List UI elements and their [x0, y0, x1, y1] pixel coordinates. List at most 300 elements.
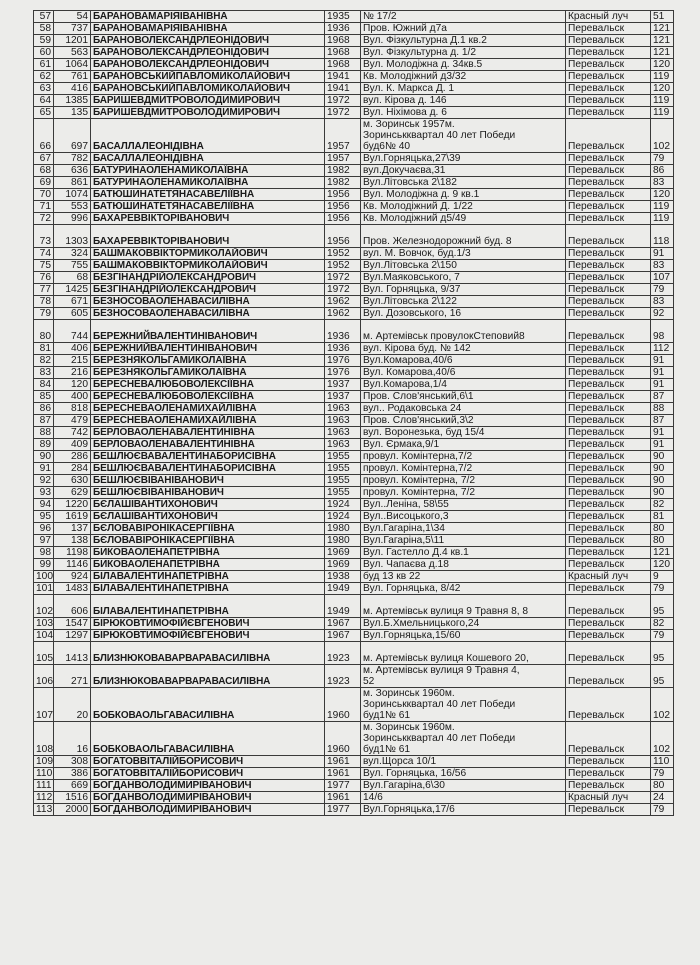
- table-row: [34, 35, 674, 47]
- birth-year-cell: 1949: [325, 595, 361, 618]
- table-row: [34, 213, 674, 225]
- record-id-cell: 1483: [54, 583, 91, 595]
- address-cell: вул. М. Вовчок, буд.1/3: [361, 248, 566, 260]
- birth-year-cell: 1963: [325, 403, 361, 415]
- full-name-cell: БАТЮШИНАТЕТЯНАСАВЕЛІЇВНА: [91, 189, 325, 201]
- city-cell: Перевальск: [566, 756, 651, 768]
- row-number-cell: 95: [34, 511, 54, 523]
- birth-year-cell: 1968: [325, 59, 361, 71]
- area-code-cell: 79: [651, 284, 674, 296]
- row-number-cell: 61: [34, 59, 54, 71]
- city-cell: Перевальск: [566, 83, 651, 95]
- birth-year-cell: 1967: [325, 630, 361, 642]
- birth-year-cell: 1960: [325, 688, 361, 722]
- birth-year-cell: 1941: [325, 83, 361, 95]
- full-name-cell: БЄЛАШІВАНТИХОНОВИЧ: [91, 511, 325, 523]
- address-cell: Пров. Слов'янський,6\1: [361, 391, 566, 403]
- record-id-cell: 215: [54, 355, 91, 367]
- birth-year-cell: 1957: [325, 153, 361, 165]
- full-name-cell: БАРАНОВОЛЕКСАНДРЛЕОНІДОВИЧ: [91, 59, 325, 71]
- city-cell: Перевальск: [566, 804, 651, 816]
- record-id-cell: 120: [54, 379, 91, 391]
- full-name-cell: БАСАЛЛАЛЕОНІДІВНА: [91, 119, 325, 153]
- birth-year-cell: 1972: [325, 284, 361, 296]
- row-number-cell: 81: [34, 343, 54, 355]
- table-row: [34, 119, 674, 153]
- address-cell: Вул. Горняцька, 16/56: [361, 768, 566, 780]
- table-row: [34, 415, 674, 427]
- table-row: [34, 284, 674, 296]
- area-code-cell: 102: [651, 722, 674, 756]
- table-row: [34, 535, 674, 547]
- area-code-cell: 91: [651, 427, 674, 439]
- area-code-cell: 119: [651, 95, 674, 107]
- record-id-cell: 553: [54, 201, 91, 213]
- city-cell: Перевальск: [566, 487, 651, 499]
- address-cell: вул.. Родаковська 24: [361, 403, 566, 415]
- area-code-cell: 112: [651, 343, 674, 355]
- address-cell: м. Артемівськ вулиця 9 Травня 4, 52: [361, 665, 566, 688]
- city-cell: Перевальск: [566, 391, 651, 403]
- record-id-cell: 742: [54, 427, 91, 439]
- full-name-cell: БЛИЗНЮКОВАВАРВАРАВАСИЛІВНА: [91, 642, 325, 665]
- table-row: [34, 630, 674, 642]
- row-number-cell: 59: [34, 35, 54, 47]
- row-number-cell: 105: [34, 642, 54, 665]
- full-name-cell: БЕРЛОВАОЛЕНАВАЛЕНТИНІВНА: [91, 427, 325, 439]
- area-code-cell: 90: [651, 463, 674, 475]
- address-cell: м. Зоринськ 1960м. Зоринськквартал 40 лет Победи буд1№ 61: [361, 688, 566, 722]
- table-row: [34, 296, 674, 308]
- city-cell: Перевальск: [566, 71, 651, 83]
- area-code-cell: 83: [651, 177, 674, 189]
- city-cell: Перевальск: [566, 367, 651, 379]
- record-id-cell: 1619: [54, 511, 91, 523]
- table-row: [34, 165, 674, 177]
- row-number-cell: 60: [34, 47, 54, 59]
- full-name-cell: БАРАНОВАМАРІЯІВАНІВНА: [91, 11, 325, 23]
- table-row: [34, 23, 674, 35]
- row-number-cell: 88: [34, 427, 54, 439]
- area-code-cell: 91: [651, 439, 674, 451]
- full-name-cell: БЕРЕСНЕВАЛЮБОВОЛЕКСІЇВНА: [91, 379, 325, 391]
- city-cell: Перевальск: [566, 780, 651, 792]
- table-row: [34, 722, 674, 756]
- full-name-cell: БІЛАВАЛЕНТИНАПЕТРІВНА: [91, 595, 325, 618]
- row-number-cell: 101: [34, 583, 54, 595]
- row-number-cell: 72: [34, 213, 54, 225]
- city-cell: Перевальск: [566, 23, 651, 35]
- address-cell: вул.Щорса 10/1: [361, 756, 566, 768]
- birth-year-cell: 1936: [325, 343, 361, 355]
- row-number-cell: 103: [34, 618, 54, 630]
- city-cell: Перевальск: [566, 35, 651, 47]
- birth-year-cell: 1977: [325, 780, 361, 792]
- birth-year-cell: 1961: [325, 768, 361, 780]
- row-number-cell: 79: [34, 308, 54, 320]
- area-code-cell: 87: [651, 415, 674, 427]
- birth-year-cell: 1980: [325, 535, 361, 547]
- area-code-cell: 90: [651, 451, 674, 463]
- full-name-cell: БАРИШЕВДМИТРОВОЛОДИМИРОВИЧ: [91, 95, 325, 107]
- birth-year-cell: 1976: [325, 355, 361, 367]
- area-code-cell: 9: [651, 571, 674, 583]
- record-id-cell: 629: [54, 487, 91, 499]
- table-row: [34, 59, 674, 71]
- full-name-cell: БІРЮКОВТИМОФІЙЄВГЕНОВИЧ: [91, 618, 325, 630]
- record-id-cell: 20: [54, 688, 91, 722]
- record-id-cell: 286: [54, 451, 91, 463]
- birth-year-cell: 1935: [325, 11, 361, 23]
- row-number-cell: 69: [34, 177, 54, 189]
- table-row: [34, 618, 674, 630]
- address-cell: м. Артемівськ вулиця Кошевого 20,: [361, 642, 566, 665]
- city-cell: Перевальск: [566, 559, 651, 571]
- address-cell: Вул. Єрмака,9/1: [361, 439, 566, 451]
- row-number-cell: 62: [34, 71, 54, 83]
- full-name-cell: БОГДАНВОЛОДИМИРІВАНОВИЧ: [91, 792, 325, 804]
- birth-year-cell: 1963: [325, 427, 361, 439]
- row-number-cell: 96: [34, 523, 54, 535]
- address-cell: Вул. Чапаєва д.18: [361, 559, 566, 571]
- address-cell: Вул..Леніна, 58\55: [361, 499, 566, 511]
- row-number-cell: 78: [34, 296, 54, 308]
- area-code-cell: 83: [651, 296, 674, 308]
- full-name-cell: БІЛАВАЛЕНТИНАПЕТРІВНА: [91, 583, 325, 595]
- table-row: [34, 463, 674, 475]
- row-number-cell: 111: [34, 780, 54, 792]
- area-code-cell: 110: [651, 756, 674, 768]
- record-id-cell: 479: [54, 415, 91, 427]
- area-code-cell: 107: [651, 272, 674, 284]
- record-id-cell: 818: [54, 403, 91, 415]
- address-cell: Пров. Слов'янський,3\2: [361, 415, 566, 427]
- row-number-cell: 58: [34, 23, 54, 35]
- row-number-cell: 109: [34, 756, 54, 768]
- area-code-cell: 88: [651, 403, 674, 415]
- birth-year-cell: 1977: [325, 804, 361, 816]
- row-number-cell: 77: [34, 284, 54, 296]
- address-cell: Вул. Молодіжна д. 34кв.5: [361, 59, 566, 71]
- city-cell: Красный луч: [566, 571, 651, 583]
- record-id-cell: 1547: [54, 618, 91, 630]
- table-row: [34, 355, 674, 367]
- area-code-cell: 95: [651, 595, 674, 618]
- full-name-cell: БАРАНОВОЛЕКСАНДРЛЕОНІДОВИЧ: [91, 35, 325, 47]
- city-cell: Перевальск: [566, 475, 651, 487]
- record-id-cell: 1425: [54, 284, 91, 296]
- area-code-cell: 98: [651, 320, 674, 343]
- address-cell: Вул.Комарова,40/6: [361, 355, 566, 367]
- full-name-cell: БЄЛОВАВІРОНІКАСЕРГІЇВНА: [91, 523, 325, 535]
- birth-year-cell: 1924: [325, 499, 361, 511]
- birth-year-cell: 1968: [325, 47, 361, 59]
- city-cell: Перевальск: [566, 59, 651, 71]
- area-code-cell: 80: [651, 535, 674, 547]
- record-id-cell: 755: [54, 260, 91, 272]
- full-name-cell: БІЛАВАЛЕНТИНАПЕТРІВНА: [91, 571, 325, 583]
- city-cell: Перевальск: [566, 355, 651, 367]
- table-row: [34, 583, 674, 595]
- area-code-cell: 121: [651, 35, 674, 47]
- row-number-cell: 83: [34, 367, 54, 379]
- row-number-cell: 71: [34, 201, 54, 213]
- full-name-cell: БАХАРЕВВІКТОРІВАНОВИЧ: [91, 225, 325, 248]
- full-name-cell: БЕРЛОВАОЛЕНАВАЛЕНТИНІВНА: [91, 439, 325, 451]
- birth-year-cell: 1976: [325, 367, 361, 379]
- record-id-cell: 1064: [54, 59, 91, 71]
- city-cell: Перевальск: [566, 630, 651, 642]
- full-name-cell: БИКОВАОЛЕНАПЕТРІВНА: [91, 559, 325, 571]
- table-row: [34, 391, 674, 403]
- address-cell: Вул.Літовська 2\150: [361, 260, 566, 272]
- row-number-cell: 91: [34, 463, 54, 475]
- full-name-cell: БОБКОВАОЛЬГАВАСИЛІВНА: [91, 722, 325, 756]
- record-id-cell: 2000: [54, 804, 91, 816]
- city-cell: Перевальск: [566, 201, 651, 213]
- address-cell: Вул.Літовська 2\182: [361, 177, 566, 189]
- address-cell: Вул. Молодіжна д. 9 кв.1: [361, 189, 566, 201]
- table-row: [34, 343, 674, 355]
- record-id-cell: 761: [54, 71, 91, 83]
- birth-year-cell: 1982: [325, 165, 361, 177]
- full-name-cell: БЕРЕСНЕВАЛЮБОВОЛЕКСІЇВНА: [91, 391, 325, 403]
- area-code-cell: 95: [651, 665, 674, 688]
- area-code-cell: 120: [651, 189, 674, 201]
- full-name-cell: БЄЛАШІВАНТИХОНОВИЧ: [91, 499, 325, 511]
- full-name-cell: БЕЗГІНАНДРІЙОЛЕКСАНДРОВИЧ: [91, 272, 325, 284]
- area-code-cell: 121: [651, 23, 674, 35]
- area-code-cell: 82: [651, 618, 674, 630]
- birth-year-cell: 1961: [325, 756, 361, 768]
- full-name-cell: БЕРЕЗНЯКОЛЬГАМИКОЛАЇВНА: [91, 367, 325, 379]
- table-row: [34, 804, 674, 816]
- row-number-cell: 90: [34, 451, 54, 463]
- table-row: [34, 499, 674, 511]
- city-cell: Перевальск: [566, 165, 651, 177]
- birth-year-cell: 1936: [325, 320, 361, 343]
- birth-year-cell: 1960: [325, 722, 361, 756]
- record-id-cell: 563: [54, 47, 91, 59]
- address-cell: Вул. Фізкультурна Д.1 кв.2: [361, 35, 566, 47]
- city-cell: Перевальск: [566, 583, 651, 595]
- row-number-cell: 100: [34, 571, 54, 583]
- full-name-cell: БОГДАНВОЛОДИМИРІВАНОВИЧ: [91, 804, 325, 816]
- area-code-cell: 90: [651, 487, 674, 499]
- city-cell: Перевальск: [566, 95, 651, 107]
- area-code-cell: 90: [651, 475, 674, 487]
- table-row: [34, 768, 674, 780]
- birth-year-cell: 1972: [325, 95, 361, 107]
- record-id-cell: 1201: [54, 35, 91, 47]
- row-number-cell: 113: [34, 804, 54, 816]
- row-number-cell: 87: [34, 415, 54, 427]
- row-number-cell: 85: [34, 391, 54, 403]
- record-id-cell: 924: [54, 571, 91, 583]
- full-name-cell: БЕРЕСНЕВАОЛЕНАМИХАЙЛІВНА: [91, 415, 325, 427]
- area-code-cell: 82: [651, 499, 674, 511]
- address-cell: Кв. Молодіжний д5/49: [361, 213, 566, 225]
- city-cell: Перевальск: [566, 618, 651, 630]
- birth-year-cell: 1956: [325, 201, 361, 213]
- full-name-cell: БОГАТОВВІТАЛІЙБОРИСОВИЧ: [91, 768, 325, 780]
- row-number-cell: 107: [34, 688, 54, 722]
- row-number-cell: 68: [34, 165, 54, 177]
- area-code-cell: 121: [651, 47, 674, 59]
- city-cell: Перевальск: [566, 189, 651, 201]
- address-cell: Вул.Гагаріна,6\30: [361, 780, 566, 792]
- row-number-cell: 65: [34, 107, 54, 119]
- birth-year-cell: 1952: [325, 248, 361, 260]
- city-cell: Перевальск: [566, 415, 651, 427]
- row-number-cell: 80: [34, 320, 54, 343]
- birth-year-cell: 1962: [325, 296, 361, 308]
- birth-year-cell: 1967: [325, 618, 361, 630]
- city-cell: Перевальск: [566, 439, 651, 451]
- full-name-cell: БЕЗНОСОВАОЛЕНАВАСИЛІВНА: [91, 308, 325, 320]
- row-number-cell: 67: [34, 153, 54, 165]
- full-name-cell: БАТУРИНАОЛЕНАМИКОЛАЇВНА: [91, 165, 325, 177]
- area-code-cell: 80: [651, 780, 674, 792]
- birth-year-cell: 1969: [325, 547, 361, 559]
- table-row: [34, 107, 674, 119]
- address-cell: Вул..Висоцького,3: [361, 511, 566, 523]
- area-code-cell: 79: [651, 630, 674, 642]
- row-number-cell: 86: [34, 403, 54, 415]
- address-cell: Вул. Горняцька, 9/37: [361, 284, 566, 296]
- city-cell: Перевальск: [566, 260, 651, 272]
- area-code-cell: 83: [651, 260, 674, 272]
- birth-year-cell: 1938: [325, 571, 361, 583]
- area-code-cell: 119: [651, 71, 674, 83]
- address-cell: № 17/2: [361, 11, 566, 23]
- record-id-cell: 996: [54, 213, 91, 225]
- address-cell: м. Зоринськ 1957м. Зоринськквартал 40 лет Победи буд6№ 40: [361, 119, 566, 153]
- area-code-cell: 79: [651, 583, 674, 595]
- full-name-cell: БАРИШЕВДМИТРОВОЛОДИМИРОВИЧ: [91, 107, 325, 119]
- birth-year-cell: 1956: [325, 225, 361, 248]
- table-row: [34, 427, 674, 439]
- record-id-cell: 137: [54, 523, 91, 535]
- row-number-cell: 102: [34, 595, 54, 618]
- birth-year-cell: 1956: [325, 213, 361, 225]
- table-row: [34, 595, 674, 618]
- birth-year-cell: 1955: [325, 487, 361, 499]
- address-cell: Вул.Б.Хмельницького,24: [361, 618, 566, 630]
- record-id-cell: 1074: [54, 189, 91, 201]
- area-code-cell: 81: [651, 511, 674, 523]
- city-cell: Перевальск: [566, 722, 651, 756]
- table-row: [34, 248, 674, 260]
- city-cell: Перевальск: [566, 768, 651, 780]
- address-cell: вул. Кірова буд. № 142: [361, 343, 566, 355]
- full-name-cell: БЕРЕЖНИЙВАЛЕНТИНІВАНОВИЧ: [91, 320, 325, 343]
- full-name-cell: БОГДАНВОЛОДИМИРІВАНОВИЧ: [91, 780, 325, 792]
- full-name-cell: БАХАРЕВВІКТОРІВАНОВИЧ: [91, 213, 325, 225]
- table-row: [34, 308, 674, 320]
- full-name-cell: БАШМАКОВВІКТОРМИКОЛАЙОВИЧ: [91, 260, 325, 272]
- city-cell: Перевальск: [566, 320, 651, 343]
- table-row: [34, 83, 674, 95]
- row-number-cell: 66: [34, 119, 54, 153]
- record-id-cell: 138: [54, 535, 91, 547]
- address-cell: Вул.Горняцька,27\39: [361, 153, 566, 165]
- table-row: [34, 403, 674, 415]
- record-id-cell: 308: [54, 756, 91, 768]
- record-id-cell: 16: [54, 722, 91, 756]
- full-name-cell: БЛИЗНЮКОВАВАРВАРАВАСИЛІВНА: [91, 665, 325, 688]
- city-cell: Перевальск: [566, 296, 651, 308]
- city-cell: Перевальск: [566, 463, 651, 475]
- table-row: [34, 272, 674, 284]
- record-id-cell: 406: [54, 343, 91, 355]
- area-code-cell: 86: [651, 165, 674, 177]
- row-number-cell: 64: [34, 95, 54, 107]
- record-id-cell: 636: [54, 165, 91, 177]
- table-row: [34, 95, 674, 107]
- city-cell: Перевальск: [566, 403, 651, 415]
- birth-year-cell: 1963: [325, 415, 361, 427]
- row-number-cell: 82: [34, 355, 54, 367]
- area-code-cell: 119: [651, 213, 674, 225]
- area-code-cell: 102: [651, 688, 674, 722]
- city-cell: Перевальск: [566, 547, 651, 559]
- area-code-cell: 120: [651, 59, 674, 71]
- area-code-cell: 91: [651, 367, 674, 379]
- table-row: [34, 523, 674, 535]
- table-row: [34, 780, 674, 792]
- address-cell: Вул.Горняцька,15/60: [361, 630, 566, 642]
- city-cell: Перевальск: [566, 511, 651, 523]
- birth-year-cell: 1963: [325, 439, 361, 451]
- record-id-cell: 324: [54, 248, 91, 260]
- record-id-cell: 284: [54, 463, 91, 475]
- address-cell: вул. Кірова д. 146: [361, 95, 566, 107]
- record-id-cell: 737: [54, 23, 91, 35]
- area-code-cell: 91: [651, 379, 674, 391]
- address-cell: Кв. Молодіжний Д. 1/22: [361, 201, 566, 213]
- record-id-cell: 1413: [54, 642, 91, 665]
- table-row: [34, 559, 674, 571]
- birth-year-cell: 1941: [325, 71, 361, 83]
- row-number-cell: 94: [34, 499, 54, 511]
- full-name-cell: БАШМАКОВВІКТОРМИКОЛАЙОВИЧ: [91, 248, 325, 260]
- birth-year-cell: 1936: [325, 23, 361, 35]
- full-name-cell: БАРАНОВСЬКИЙПАВЛОМИКОЛАЙОВИЧ: [91, 83, 325, 95]
- row-number-cell: 74: [34, 248, 54, 260]
- area-code-cell: 120: [651, 559, 674, 571]
- table-row: [34, 511, 674, 523]
- table-row: [34, 367, 674, 379]
- record-id-cell: 271: [54, 665, 91, 688]
- city-cell: Перевальск: [566, 177, 651, 189]
- full-name-cell: БЕРЕЗНЯКОЛЬГАМИКОЛАЇВНА: [91, 355, 325, 367]
- full-name-cell: БЕШЛЮЄВІВАНІВАНОВИЧ: [91, 487, 325, 499]
- city-cell: Перевальск: [566, 284, 651, 296]
- table-row: [34, 792, 674, 804]
- city-cell: Перевальск: [566, 248, 651, 260]
- table-row: [34, 260, 674, 272]
- city-cell: Перевальск: [566, 523, 651, 535]
- city-cell: Перевальск: [566, 119, 651, 153]
- city-cell: Перевальск: [566, 427, 651, 439]
- birth-year-cell: 1968: [325, 35, 361, 47]
- address-cell: буд 13 кв 22: [361, 571, 566, 583]
- table-row: [34, 451, 674, 463]
- birth-year-cell: 1955: [325, 475, 361, 487]
- address-cell: Вул. Комарова,40/6: [361, 367, 566, 379]
- area-code-cell: 79: [651, 768, 674, 780]
